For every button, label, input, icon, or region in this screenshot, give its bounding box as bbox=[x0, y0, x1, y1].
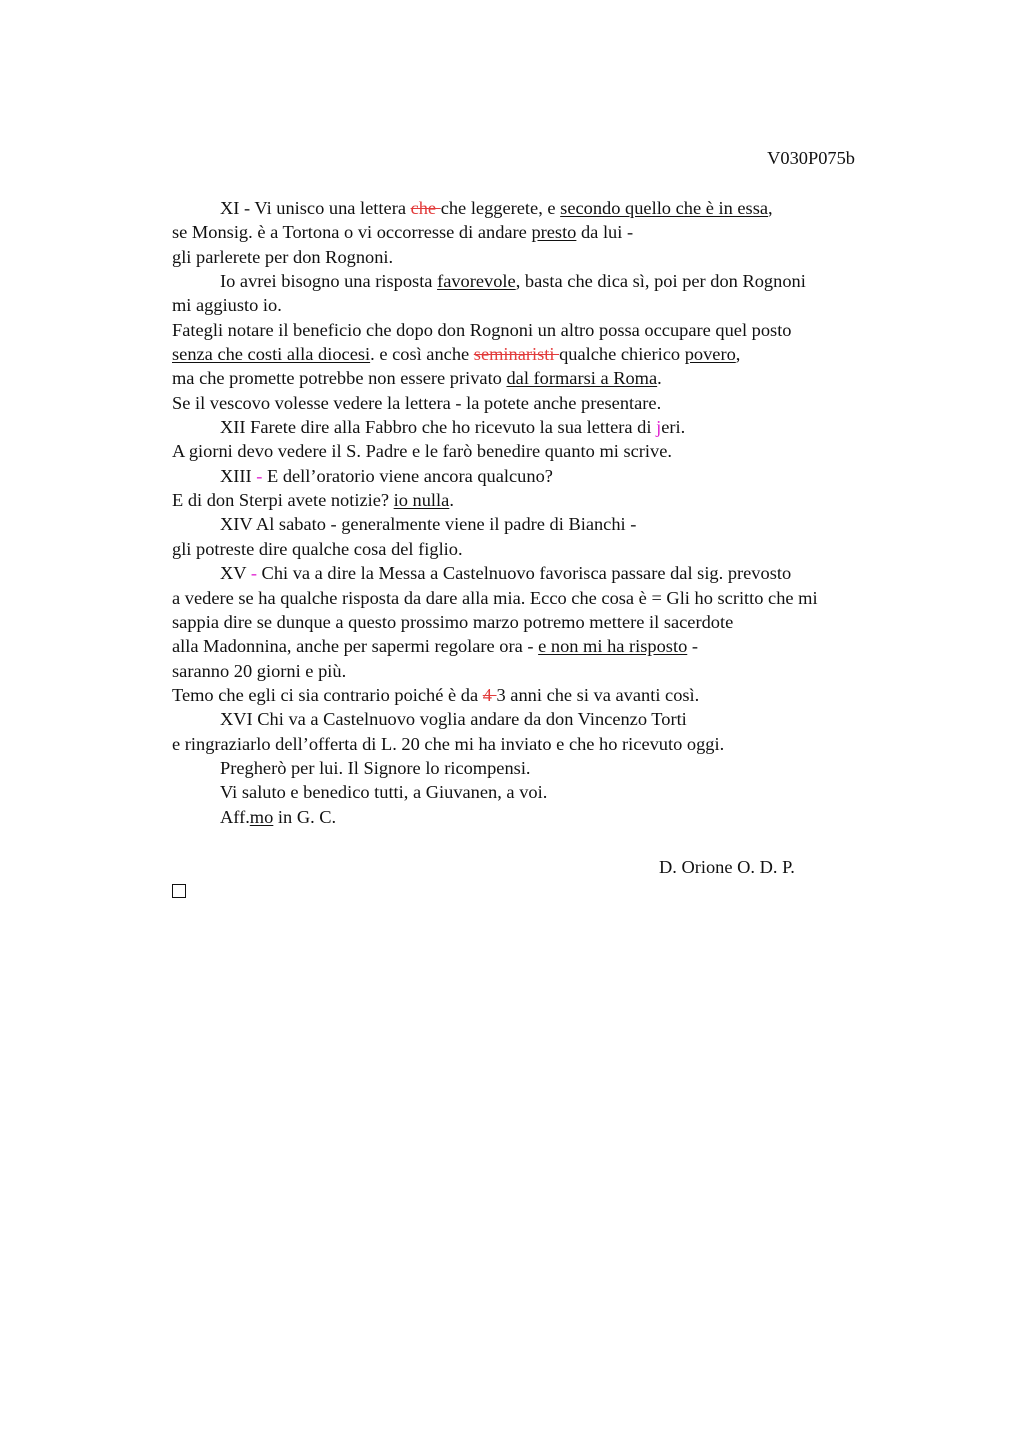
underlined-text: io nulla bbox=[393, 490, 450, 511]
underlined-text: favorevole bbox=[437, 271, 516, 292]
text-line: XIII - E dell’oratorio viene ancora qualcuno? bbox=[220, 465, 553, 486]
deleted-text: seminaristi bbox=[473, 344, 560, 365]
text-line: Fategli notare il beneficio che dopo don Rognoni un altro possa occupare quel posto bbox=[172, 319, 792, 340]
page-id: V030P075b bbox=[767, 148, 855, 168]
underlined-text: presto bbox=[531, 222, 577, 243]
text-line: gli potreste dire qualche cosa del figlio. bbox=[172, 538, 463, 559]
text-line: XV - Chi va a dire la Messa a Castelnuovo favorisca passare dal sig. prevosto bbox=[220, 563, 792, 584]
underlined-text: e non mi ha risposto bbox=[538, 636, 688, 657]
text-line: a vedere se ha qualche risposta da dare alla mia. Ecco che cosa è = Gli ho scritto che mi bbox=[172, 587, 818, 608]
inserted-text: - bbox=[256, 465, 263, 486]
text-line: XIV Al sabato - generalmente viene il padre di Bianchi - bbox=[220, 514, 637, 535]
text-line: XII Farete dire alla Fabbro che ho ricevuto la sua lettera di jeri. bbox=[220, 417, 686, 438]
underlined-text: povero bbox=[684, 344, 736, 365]
underlined-text: dal formarsi a Roma bbox=[506, 368, 658, 389]
text-line: sappia dire se dunque a questo prossimo marzo potremo mettere il sacerdote bbox=[172, 611, 734, 632]
letter-body bbox=[172, 196, 932, 829]
deleted-text: 4 bbox=[482, 684, 497, 705]
text-line: A giorni devo vedere il S. Padre e le farò benedire quanto mi scrive. bbox=[172, 441, 672, 462]
inserted-text: j bbox=[656, 417, 662, 438]
text-line: e ringraziarlo dell’offerta di L. 20 che mi ha inviato e che ho ricevuto oggi. bbox=[172, 733, 725, 754]
text-line: alla Madonnina, anche per sapermi regolare ora - e non mi ha risposto - bbox=[172, 636, 698, 657]
text-line: Aff.mo in G. C. bbox=[220, 806, 337, 827]
text-line: Se il vescovo volesse vedere la lettera - la potete anche presentare. bbox=[172, 392, 662, 413]
underlined-text: senza che costi alla diocesi bbox=[172, 344, 371, 365]
underlined-text: mo bbox=[249, 806, 274, 827]
text-line: Io avrei bisogno una risposta favorevole, basta che dica sì, poi per don Rognoni bbox=[220, 271, 806, 292]
text-line: XI - Vi unisco una lettera che che leggerete, e secondo quello che è in essa, bbox=[220, 198, 773, 218]
text-line: mi aggiusto io. bbox=[172, 295, 282, 316]
text-line: ma che promette potrebbe non essere privato dal formarsi a Roma. bbox=[172, 368, 662, 389]
text-line: gli parlerete per don Rognoni. bbox=[172, 246, 394, 267]
text-line: XVI Chi va a Castelnuovo voglia andare da don Vincenzo Torti bbox=[220, 709, 687, 730]
text-line: Pregherò per lui. Il Signore lo ricompensi. bbox=[220, 757, 531, 778]
signature: D. Orione O. D. P. bbox=[659, 857, 795, 877]
text-line: saranno 20 giorni e più. bbox=[172, 660, 347, 681]
text-line: Vi saluto e benedico tutti, a Giuvanen, a voi. bbox=[220, 782, 548, 803]
text-line: senza che costi alla diocesi. e così anche seminaristi qualche chierico povero, bbox=[172, 344, 741, 365]
deleted-text: che bbox=[410, 198, 441, 218]
end-square-icon bbox=[172, 884, 186, 898]
inserted-text: - bbox=[250, 563, 257, 584]
text-line: se Monsig. è a Tortona o vi occorresse di andare presto da lui - bbox=[172, 222, 634, 243]
text-line: Temo che egli ci sia contrario poiché è da 4 3 anni che si va avanti così. bbox=[172, 684, 700, 705]
underlined-text: secondo quello che è in essa bbox=[560, 198, 769, 218]
text-line: E di don Sterpi avete notizie? io nulla. bbox=[172, 490, 454, 511]
